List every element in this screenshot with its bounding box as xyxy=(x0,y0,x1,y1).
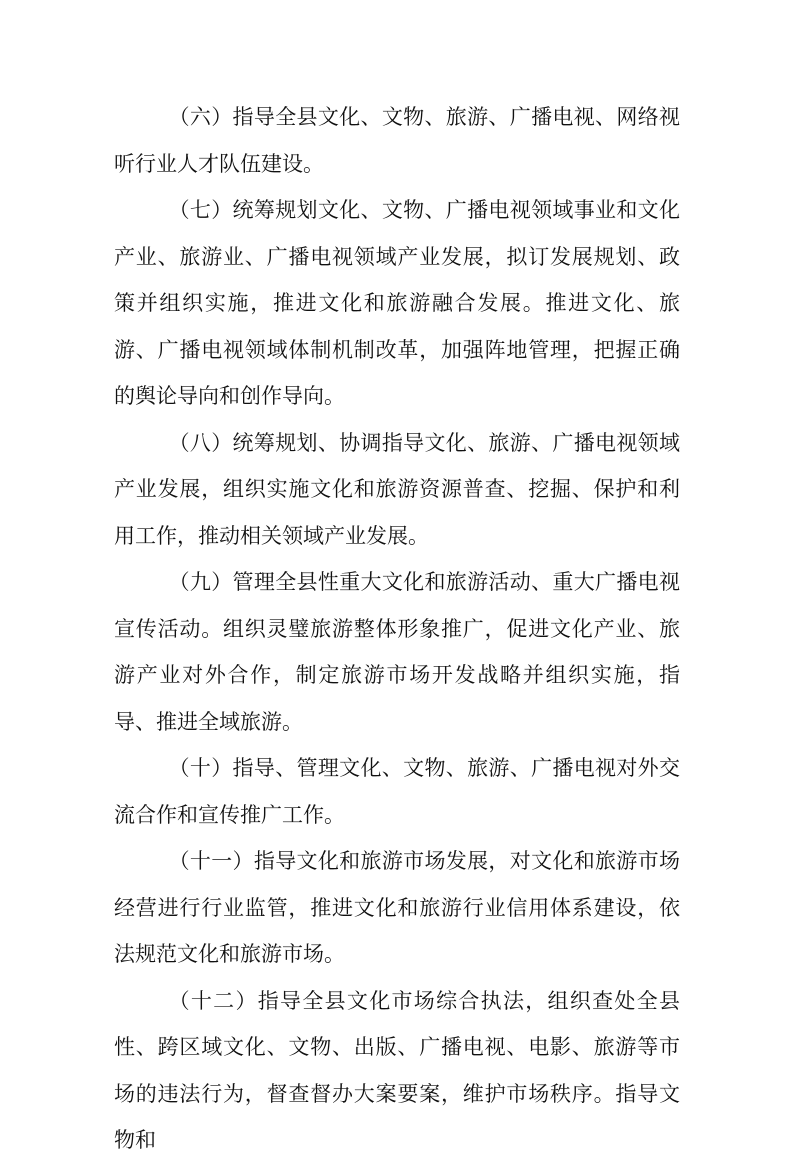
paragraph-10: （十）指导、管理文化、文物、旅游、广播电视对外交流合作和宣传推广工作。 xyxy=(114,756,680,827)
document-body xyxy=(114,94,680,1164)
paragraph-6: （六）指导全县文化、文物、旅游、广播电视、网络视听行业人才队伍建设。 xyxy=(114,105,680,176)
paragraph-9: （九）管理全县性重大文化和旅游活动、重大广播电视宣传活动。组织灵璧旅游整体形象推广，促进文化产业、旅游产业对外合作，制定旅游市场开发战略并组织实施，指导、推进全域旅游。 xyxy=(114,570,680,734)
paragraph-11: （十一）指导文化和旅游市场发展，对文化和旅游市场经营进行行业监管，推进文化和旅游行业信用体系建设，依法规范文化和旅游市场。 xyxy=(114,849,680,966)
paragraph-8: （八）统筹规划、协调指导文化、旅游、广播电视领域产业发展，组织实施文化和旅游资源普查、挖掘、保护和利用工作，推动相关领域产业发展。 xyxy=(114,430,680,548)
paragraph-7: （七）统筹规划文化、文物、广播电视领域事业和文化产业、旅游业、广播电视领域产业发展，拟订发展规划、政策并组织实施，推进文化和旅游融合发展。推进文化、旅游、广播电视领域体制机制改革，加强阵地管理，把握正确的舆论导向和创作导向。 xyxy=(114,198,680,408)
paragraph-12: （十二）指导全县文化市场综合执法，组织查处全县性、跨区域文化、文物、出版、广播电视、电影、旅游等市场的违法行为，督查督办大案要案，维护市场秩序。指导文物和 xyxy=(114,988,680,1152)
